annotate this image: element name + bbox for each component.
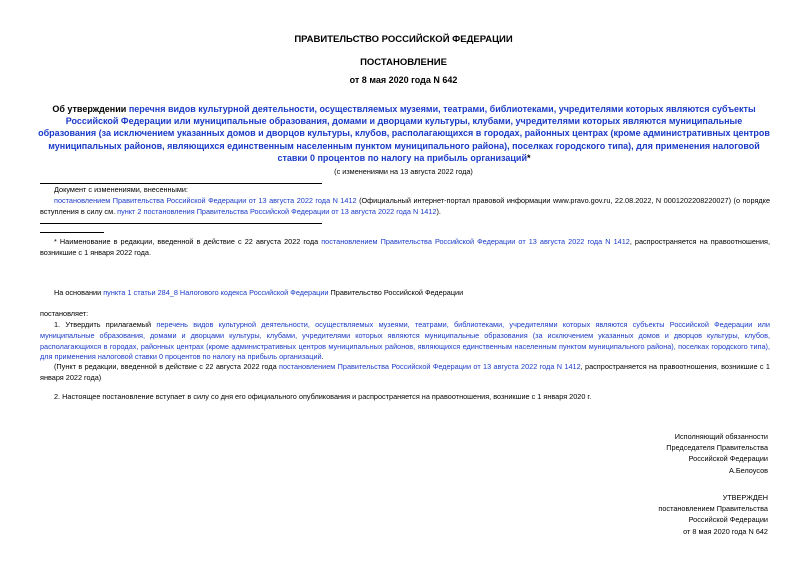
footnote-link-1412[interactable]: постановлением Правительства Российской Федерации от 13 августа 2022 года N 1412	[321, 237, 630, 246]
item-1-tail: .	[321, 352, 324, 362]
title-footnote-mark: *	[527, 152, 531, 163]
signature-title-3: Российской Федерации	[688, 454, 768, 464]
approval-date-number: от 8 мая 2020 года N 642	[683, 526, 768, 536]
divider-top	[40, 183, 322, 184]
footnote-text	[40, 237, 770, 259]
footnote-lead: * Наименование в редакции, введенной в действие с 22 августа 2022 года	[54, 237, 322, 246]
footnote-tail: , распространяется на правоотношения, возникшие с 1 января 2022 года.	[40, 237, 770, 257]
tax-code-link[interactable]: пункта 1 статьи 284_8 Налогового кодекса Российской Федерации	[103, 288, 329, 297]
item-2-paragraph: 2. Настоящее постановление вступает в силу со дня его официального опубликования и распространяется на правоотношения, возникшие с 1 января 2020 г.	[54, 392, 592, 401]
approval-line-3: Российской Федерации	[688, 515, 768, 525]
amendments-source: (Официальный интернет-портал правовой информации www.pravo.gov.ru, 22.08.2022, N 0001202208220027) (о порядке вступления в силу см.	[40, 196, 771, 216]
item-1-note-link[interactable]: постановлением Правительства Российской Федерации от 13 августа 2022 года N 1412	[279, 362, 581, 371]
document-date-number: от 8 мая 2020 года N 642	[349, 75, 458, 85]
signature-name: А.Белоусов	[728, 465, 768, 475]
basis-tail: Правительство Российской Федерации	[328, 288, 464, 297]
signature-title-1: Исполняющий обязанности	[674, 432, 768, 441]
document-type-heading: ПОСТАНОВЛЕНИЕ	[360, 57, 447, 68]
approval-line-2: постановлением Правительства	[658, 504, 768, 514]
divider-middle	[40, 223, 322, 224]
item-1-list-link[interactable]: перечень видов культурной деятельности, осуществляемых музеями, театрами, библиотеками, учредителями которых являются субъекты Российской Федерации или муниципальные образования, домами и дворцами культуры, клубами, учредителями которых являются муниципальные образования (за исключением указанных домов и дворцов культуры, клубов, располагающихся в городах, районных центрах (кроме административных центров муниципальных районов, являющихся единственным населенным пунктом муниципального района), поселках городского типа), для применения налоговой ставки 0 процентов по налогу на прибыль организаций	[40, 320, 770, 362]
signature-title-2: Председателя Правительства	[666, 443, 768, 453]
item-1-lead: 1. Утвердить прилагаемый	[54, 320, 157, 329]
amendments-text	[40, 196, 770, 218]
item-1-paragraph	[40, 320, 770, 363]
title-list-link[interactable]: перечня видов культурной деятельности, осуществляемых музеями, театрами, библиотеками, учредителями которых являются субъекты Российской Федерации или муниципальные образования, домами и дворцами культуры, клубами, учредителями которых являются муниципальные образования (за исключением указанных домов и дворцов культуры, клубов, располагающихся в городах, районных центрах (кроме административных центров муниципальных районов, являющихся единственным населенным пунктом муниципального района), поселках городского типа), для применения налоговой ставки 0 процентов по налогу на прибыль организаций	[38, 104, 770, 163]
amendment-link-1412[interactable]: постановлением Правительства Российской Федерации от 13 августа 2022 года N 1412	[54, 196, 357, 205]
approval-block	[560, 492, 768, 537]
amendments-close: ).	[436, 206, 441, 216]
decides-text: постановляет:	[40, 309, 89, 318]
government-heading: ПРАВИТЕЛЬСТВО РОССИЙСКОЙ ФЕДЕРАЦИИ	[294, 34, 513, 45]
signature-block	[560, 431, 768, 476]
item-1-note-tail: , распространяется на правоотношения, возникшие с 1 января 2022 года)	[40, 362, 770, 382]
item-1-note	[40, 362, 770, 384]
basis-paragraph	[54, 288, 770, 299]
basis-lead: На основании	[54, 288, 104, 297]
amendment-effective-link[interactable]: пункт 2 постановления Правительства Российской Федерации от 13 августа 2022 года N 1412	[117, 206, 437, 216]
item-1-note-lead: (Пункт в редакции, введенной в действие с 22 августа 2022 года	[54, 362, 280, 371]
document-title	[36, 103, 772, 164]
revision-note: (с изменениями на 13 августа 2022 года)	[334, 167, 473, 176]
amendments-label: Документ с изменениями, внесенными:	[54, 185, 188, 194]
title-prefix: Об утверждении	[52, 104, 129, 114]
approval-heading: УТВЕРЖДЕН	[722, 493, 768, 502]
footnote-divider	[40, 232, 104, 233]
